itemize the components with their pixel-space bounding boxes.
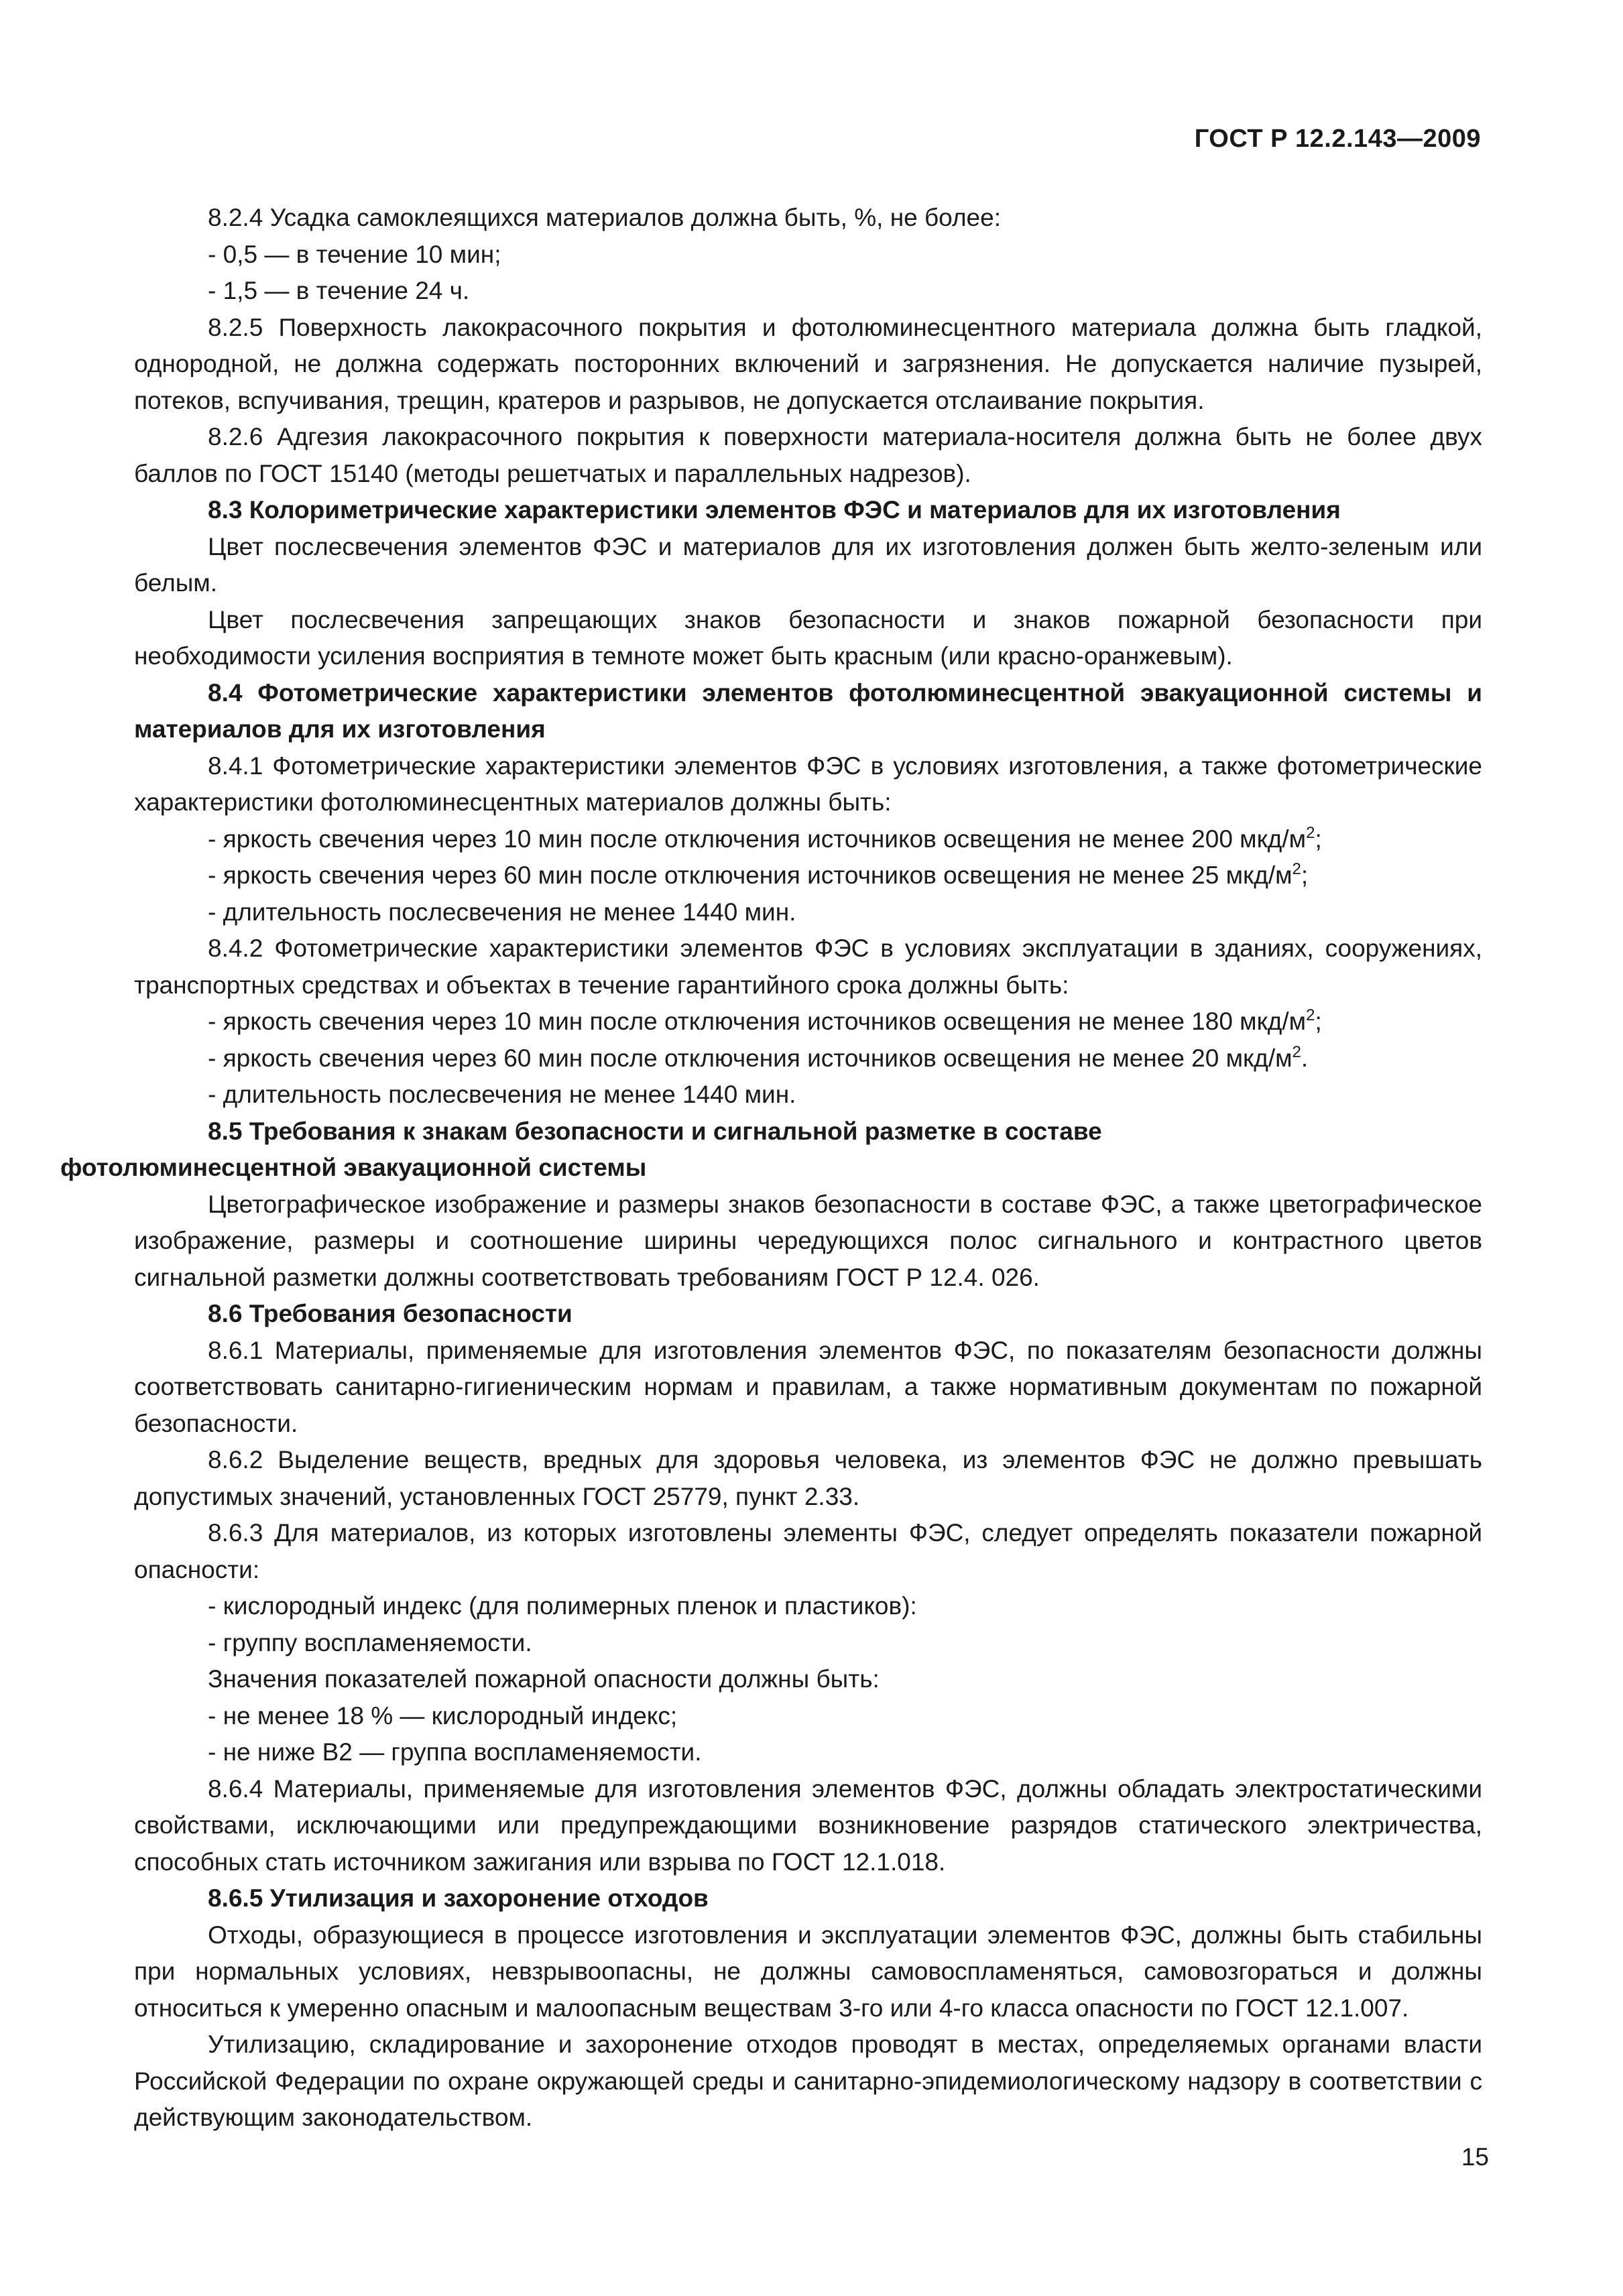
paragraph-8-2-5: 8.2.5 Поверхность лакокрасочного покрытия и фотолюминесцентного материала должна быть гладкой, однородной, не должна содержать посторонних включений и загрязнения. Не допускается наличие пузырей, потеков, вспучивания, трещин, кратеров и разрывов, не допускается отслаивание покрытия. <box>134 313 1482 414</box>
page-number: 15 <box>1461 2143 1489 2171</box>
paragraph-8-2-4: 8.2.4 Усадка самоклеящихся материалов должна быть, %, не более: <box>208 204 1001 231</box>
list-item-text: - яркость свечения через 60 мин после отключения источников освещения не менее 25 мкд/м <box>208 861 1293 889</box>
superscript: 2 <box>1306 823 1315 842</box>
paragraph-8-5: Цветографическое изображение и размеры знаков безопасности в составе ФЭС, а также цветографическое изображение, размеры и соотношение ширины чередующихся полос сигнального и контрастного цветов сигнальной разметки должны соответствовать требованиям ГОСТ Р 12.4. 026. <box>134 1190 1482 1291</box>
list-item <box>134 821 1482 858</box>
paragraph-8-4-2: 8.4.2 Фотометрические характеристики элементов ФЭС в условиях эксплуатации в зданиях, сооружениях, транспортных средствах и объектах в течение гарантийного срока должны быть: <box>134 934 1482 999</box>
list-item-end: ; <box>1315 825 1322 853</box>
document-body <box>60 200 1482 2136</box>
paragraph-8-6-4: 8.6.4 Материалы, применяемые для изготовления элементов ФЭС, должны обладать электростатическими свойствами, исключающими или предупреждающими возникновение разрядов статического электричества, способных стать источником зажигания или взрыва по ГОСТ 12.1.018. <box>134 1774 1482 1876</box>
document-header: ГОСТ Р 12.2.143—2009 <box>1194 125 1481 153</box>
list-item-text: - яркость свечения через 10 мин после отключения источников освещения не менее 180 мкд/м <box>208 1008 1307 1035</box>
paragraph-8-6-1: 8.6.1 Материалы, применяемые для изготовления элементов ФЭС, по показателям безопасности должны соответствовать санитарно-гигиеническим нормам и правилам, а также нормативным документам по пожарной безопасности. <box>134 1336 1482 1437</box>
section-heading-8-5 <box>60 1113 1482 1187</box>
paragraph-8-4-1: 8.4.1 Фотометрические характеристики элементов ФЭС в условиях изготовления, а также фотометрические характеристики фотолюминесцентных материалов должны быть: <box>134 751 1482 816</box>
list-item-end: . <box>1301 1044 1309 1072</box>
list-item: - длительность послесвечения не менее 1440 мин. <box>208 898 796 926</box>
heading-line: фотолюминесцентной эвакуационной системы <box>60 1154 647 1181</box>
section-heading-8-6-5: 8.6.5 Утилизация и захоронение отходов <box>208 1884 709 1912</box>
list-item <box>134 857 1482 894</box>
list-item-end: ; <box>1301 861 1309 889</box>
list-item: - не менее 18 % — кислородный индекс; <box>208 1701 678 1730</box>
list-item: - кислородный индекс (для полимерных пленок и пластиков): <box>208 1592 917 1620</box>
superscript: 2 <box>1292 1042 1301 1061</box>
paragraph-8-3-color: Цвет послесвечения элементов ФЭС и материалов для их изготовления должен быть желто-зеленым или белым. <box>134 532 1482 597</box>
list-item <box>134 1004 1482 1040</box>
list-item-end: ; <box>1315 1008 1322 1035</box>
list-item: - группу воспламеняемости. <box>208 1628 532 1656</box>
heading-line: 8.5 Требования к знакам безопасности и сигнальной разметке в составе <box>208 1117 1102 1145</box>
paragraph-8-6-2: 8.6.2 Выделение веществ, вредных для здоровья человека, из элементов ФЭС не должно превышать допустимых значений, установленных ГОСТ 25779, пункт 2.33. <box>134 1446 1482 1510</box>
paragraph-8-6-5-disposal: Утилизацию, складирование и захоронение отходов проводят в местах, определяемых органами власти Российской Федерации по охране окружающей среды и санитарно-эпидемиологическому надзору в соответствии с действующим законодательством. <box>134 2031 1482 2131</box>
list-item-text: - яркость свечения через 60 мин после отключения источников освещения не менее 20 мкд/м <box>208 1044 1293 1072</box>
superscript: 2 <box>1292 860 1301 878</box>
list-item: - 1,5 — в течение 24 ч. <box>208 277 470 304</box>
superscript: 2 <box>1306 1006 1315 1024</box>
list-item: - не ниже В2 — группа воспламеняемости. <box>208 1738 702 1766</box>
section-heading-8-6: 8.6 Требования безопасности <box>208 1300 573 1327</box>
list-item: - 0,5 — в течение 10 мин; <box>208 240 501 268</box>
list-item: - длительность послесвечения не менее 1440 мин. <box>208 1081 796 1108</box>
list-item <box>134 1040 1482 1077</box>
paragraph-text: Значения показателей пожарной опасности должны быть: <box>208 1665 880 1693</box>
paragraph-8-6-5-waste: Отходы, образующиеся в процессе изготовления и эксплуатации элементов ФЭС, должны быть стабильны при нормальных условиях, невзрывоопасны, не должны самовоспламеняться, самовозгораться и должны относиться к умеренно опасным и малоопасным веществам 3-го или 4-го класса опасности по ГОСТ 12.1.007. <box>134 1921 1482 2022</box>
paragraph-8-6-3: 8.6.3 Для материалов, из которых изготовлены элементы ФЭС, следует определять показатели пожарной опасности: <box>134 1519 1482 1583</box>
section-heading-8-3: 8.3 Колориметрические характеристики элементов ФЭС и материалов для их изготовления <box>208 496 1341 524</box>
section-heading-8-4: 8.4 Фотометрические характеристики элементов фотолюминесцентной эвакуационной системы и материалов для их изготовления <box>134 678 1482 743</box>
list-item-text: - яркость свечения через 10 мин после отключения источников освещения не менее 200 мкд/м <box>208 825 1307 853</box>
paragraph-8-2-6: 8.2.6 Адгезия лакокрасочного покрытия к поверхности материала-носителя должна быть не более двух баллов по ГОСТ 15140 (методы решетчатых и параллельных надрезов). <box>134 423 1482 487</box>
paragraph-8-3-red: Цвет послесвечения запрещающих знаков безопасности и знаков пожарной безопасности при необходимости усиления восприятия в темноте может быть красным (или красно-оранжевым). <box>134 605 1482 670</box>
